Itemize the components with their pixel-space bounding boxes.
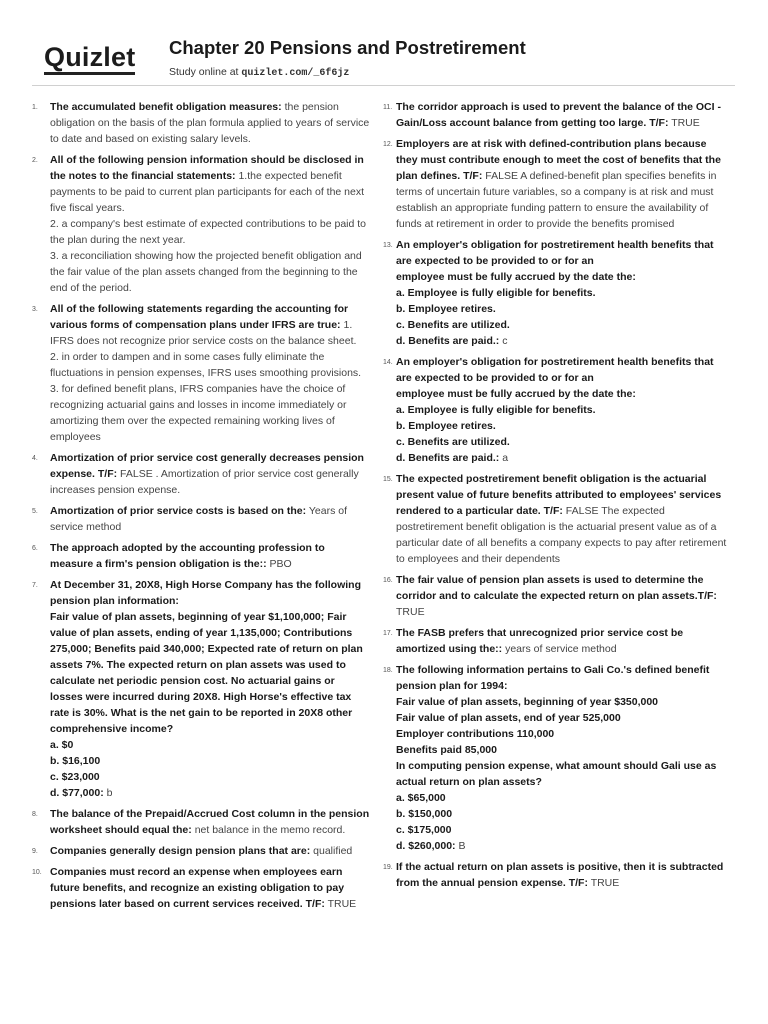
item-number: 16. bbox=[383, 577, 393, 584]
question-text: If the actual return on plan assets is positive, then it is subtracted from the annual pension expense. T/F: bbox=[396, 861, 724, 889]
item-number: 10. bbox=[32, 869, 42, 876]
flashcard-item bbox=[383, 572, 730, 620]
question-text: All of the following pension information should be disclosed in the notes to the financial statements: bbox=[50, 154, 364, 182]
question-text: d. $260,000: bbox=[396, 840, 456, 852]
question-text: employee must be fully accrued by the date the: bbox=[396, 388, 636, 400]
flashcard-item bbox=[383, 237, 730, 349]
question-text: The expected postretirement benefit obligation is the actuarial present value of future benefits attributed to employees' services rendered to a particular date. T/F: bbox=[396, 473, 722, 517]
question-text: At December 31, 20X8, High Horse Company has the following pension plan information: bbox=[50, 579, 361, 607]
question-text: Companies generally design pension plans that are: bbox=[50, 845, 311, 857]
flashcard-item bbox=[32, 577, 370, 801]
question-text: Amortization of prior service cost generally decreases pension expense. T/F: bbox=[50, 452, 364, 480]
answer-text: PBO bbox=[269, 558, 292, 570]
question-text: The following information pertains to Gali Co.'s defined benefit pension plan for 1994: bbox=[396, 664, 710, 692]
item-number: 4. bbox=[32, 455, 38, 462]
question-text: d. Benefits are paid.: bbox=[396, 335, 500, 347]
answer-text: 1.the expected benefit payments to be paid to current plan participants for each of the next five fiscal years. bbox=[50, 170, 365, 214]
flashcard-item bbox=[32, 864, 370, 912]
question-text: Employers are at risk with defined-contribution plans because they must contribute enough to meet the cost of benefits that the plan defines. T/F: bbox=[396, 138, 721, 182]
flashcard-item bbox=[32, 152, 370, 296]
question-text: c. $175,000 bbox=[396, 824, 452, 836]
question-text: a. $65,000 bbox=[396, 792, 446, 804]
item-number: 18. bbox=[383, 667, 393, 674]
answer-text: B bbox=[458, 840, 466, 852]
question-text: c. Benefits are utilized. bbox=[396, 319, 510, 331]
answer-text: c bbox=[502, 335, 508, 347]
answer-text: Years of service method bbox=[50, 505, 348, 533]
flashcard-item bbox=[32, 540, 370, 572]
question-text: Amortization of prior service costs is based on the: bbox=[50, 505, 307, 517]
item-number: 2. bbox=[32, 157, 38, 164]
answer-text-line: 3. for defined benefit plans, IFRS companies have the choice of recognizing actuarial gains and losses in income immediately or amortizing them over the expected remaining working lives of employees bbox=[50, 383, 347, 443]
header-divider bbox=[32, 85, 735, 86]
answer-text-line: 2. in order to dampen and in some cases fully eliminate the fluctuations in pension expenses, IFRS uses smoothing provisions. bbox=[50, 351, 362, 379]
left-column bbox=[32, 99, 370, 917]
question-text: In computing pension expense, what amount should Gali use as actual return on plan assets? bbox=[396, 760, 717, 788]
answer-text: a bbox=[502, 452, 509, 464]
flashcard-item bbox=[383, 354, 730, 466]
answer-text: TRUE bbox=[671, 117, 700, 129]
question-text: c. $23,000 bbox=[50, 771, 100, 783]
item-number: 1. bbox=[32, 104, 38, 111]
item-number: 11. bbox=[383, 104, 393, 111]
question-text: The fair value of pension plan assets is used to determine the corridor and to calculate the expected return on plan assets.T/F: bbox=[396, 574, 717, 602]
flashcard-item bbox=[32, 503, 370, 535]
answer-text: FALSE A defined-benefit plan specifies benefits in terms of uncertain future variables, so a company is at risk and must establish an appropriate funding pattern to ensure the availability of funds at retirement in order to provide the benefits promised bbox=[396, 170, 717, 230]
flashcard-item bbox=[383, 859, 730, 891]
item-number: 12. bbox=[383, 141, 393, 148]
question-text: a. $0 bbox=[50, 739, 74, 751]
question-text: All of the following statements regarding the accounting for various forms of compensation plans under IFRS are true: bbox=[50, 303, 349, 331]
question-text: d. Benefits are paid.: bbox=[396, 452, 500, 464]
question-text: Employer contributions 110,000 bbox=[396, 728, 555, 740]
flashcard-item bbox=[32, 99, 370, 147]
question-text: The approach adopted by the accounting profession to measure a firm's pension obligation is the:: bbox=[50, 542, 325, 570]
question-text: Companies must record an expense when employees earn future benefits, and recognize an existing obligation to pay pensions later based on current services received. T/F: bbox=[50, 866, 345, 910]
answer-text: net balance in the memo record. bbox=[194, 824, 346, 836]
answer-text: FALSE . Amortization of prior service cost generally increases pension expense. bbox=[50, 468, 359, 496]
answer-text: qualified bbox=[313, 845, 353, 857]
question-text: a. Employee is fully eligible for benefits. bbox=[396, 404, 596, 416]
question-text: Fair value of plan assets, beginning of year $350,000 bbox=[396, 696, 659, 708]
item-number: 8. bbox=[32, 811, 38, 818]
flashcard-item bbox=[383, 99, 730, 131]
flashcard-item bbox=[383, 136, 730, 232]
study-url-link[interactable]: quizlet.com/_6f6jz bbox=[241, 68, 350, 79]
item-number: 9. bbox=[32, 848, 38, 855]
item-number: 6. bbox=[32, 545, 38, 552]
item-number: 14. bbox=[383, 359, 393, 366]
item-number: 3. bbox=[32, 306, 38, 313]
answer-text: TRUE bbox=[396, 606, 425, 618]
question-text: b. Employee retires. bbox=[396, 303, 496, 315]
question-text: c. Benefits are utilized. bbox=[396, 436, 510, 448]
answer-text: TRUE bbox=[590, 877, 620, 889]
question-text: The FASB prefers that unrecognized prior service cost be amortized using the:: bbox=[396, 627, 684, 655]
question-text: Fair value of plan assets, end of year 525,000 bbox=[396, 712, 621, 724]
item-number: 19. bbox=[383, 864, 393, 871]
flashcard-item bbox=[32, 301, 370, 445]
page-title: Chapter 20 Pensions and Postretirement bbox=[169, 37, 526, 58]
answer-text-line: 2. a company's best estimate of expected contributions to be paid to the plan during the next year. bbox=[50, 218, 367, 246]
question-text: employee must be fully accrued by the date the: bbox=[396, 271, 636, 283]
flashcard-item bbox=[32, 843, 370, 859]
question-text: Fair value of plan assets, beginning of year $1,100,000; Fair value of plan assets, ending of year 1,135,000; Contributions 275,000; Benefits paid 340,000; Expected rate of return on plan assets 7%. The expected return on plan assets was used to calculate net periodic pension cost. No actuarial gains or losses were incurred during 20X8. High Horse's effective tax rate is 30%. What is the net gain to be reported in 20X8 other comprehensive income? bbox=[50, 611, 363, 735]
study-online-line bbox=[169, 66, 349, 79]
question-text: The accumulated benefit obligation measures: bbox=[50, 101, 282, 113]
answer-text: the pension obligation on the basis of the plan formula applied to years of service to date and based on existing salary levels. bbox=[50, 101, 370, 145]
flashcard-item bbox=[383, 471, 730, 567]
question-text: b. Employee retires. bbox=[396, 420, 496, 432]
right-column bbox=[383, 99, 730, 896]
quizlet-logo: Quizlet bbox=[44, 42, 135, 75]
question-text: b. $16,100 bbox=[50, 755, 101, 767]
answer-text: years of service method bbox=[505, 643, 617, 655]
item-number: 15. bbox=[383, 476, 393, 483]
flashcard-item bbox=[383, 662, 730, 854]
question-text: d. $77,000: bbox=[50, 787, 104, 799]
item-number: 17. bbox=[383, 630, 393, 637]
question-text: The balance of the Prepaid/Accrued Cost column in the pension worksheet should equal the: bbox=[50, 808, 370, 836]
answer-text: 1. IFRS does not recognize prior service costs on the balance sheet. bbox=[50, 319, 357, 347]
answer-text: FALSE The expected postretirement benefit obligation is the actuarial present value as of a particular date of all benefits a company expects to pay after retirement to employees and their dependents bbox=[396, 505, 727, 565]
flashcard-item bbox=[32, 450, 370, 498]
flashcard-item bbox=[383, 625, 730, 657]
answer-text: TRUE bbox=[327, 898, 357, 910]
answer-text: b bbox=[106, 787, 113, 799]
study-prefix: Study online at bbox=[169, 66, 242, 78]
question-text: b. $150,000 bbox=[396, 808, 453, 820]
item-number: 13. bbox=[383, 242, 393, 249]
answer-text-line: 3. a reconciliation showing how the projected benefit obligation and the fair value of the plan assets changed from the beginning to the end of the period. bbox=[50, 250, 362, 294]
question-text: a. Employee is fully eligible for benefits. bbox=[396, 287, 596, 299]
question-text: The corridor approach is used to prevent the balance of the OCI - Gain/Loss account balance from getting too large. T/F: bbox=[396, 101, 721, 129]
question-text: An employer's obligation for postretirement health benefits that are expected to be provided to or for an bbox=[396, 356, 714, 384]
item-number: 5. bbox=[32, 508, 38, 515]
flashcard-item bbox=[32, 806, 370, 838]
question-text: Benefits paid 85,000 bbox=[396, 744, 497, 756]
item-number: 7. bbox=[32, 582, 38, 589]
question-text: An employer's obligation for postretirement health benefits that are expected to be provided to or for an bbox=[396, 239, 714, 267]
